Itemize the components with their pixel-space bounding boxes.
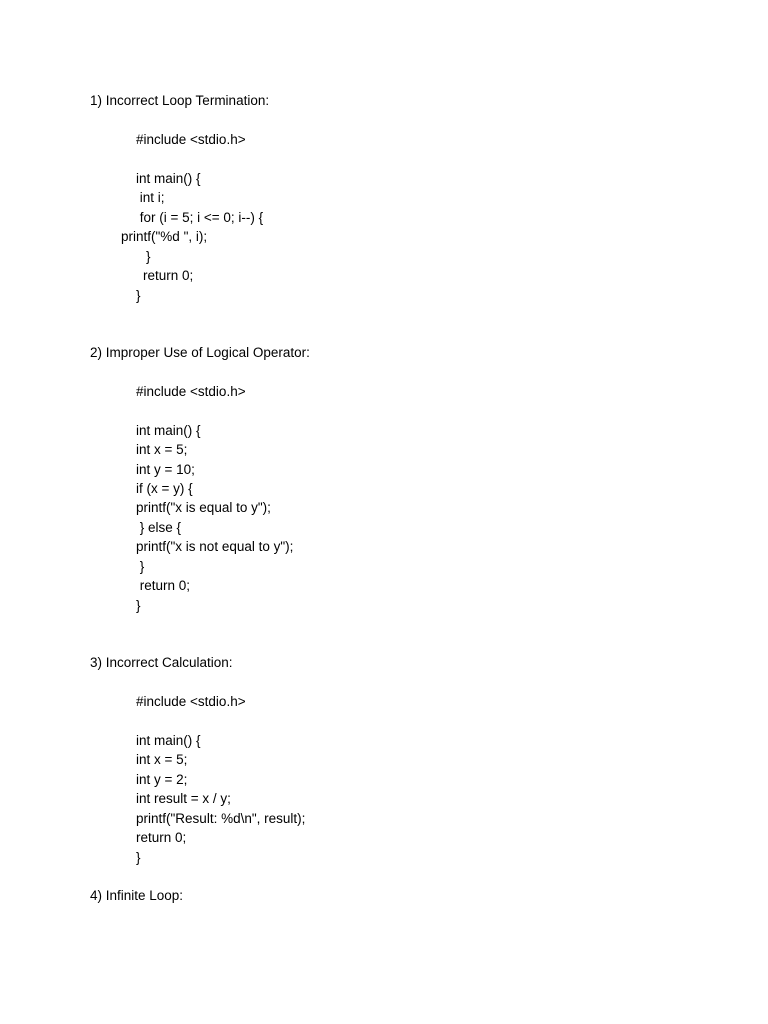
code-line: } (146, 249, 151, 264)
code-line: if (x = y) { (136, 481, 193, 496)
code-line: int y = 10; (136, 462, 195, 477)
code-line: int x = 5; (136, 442, 188, 457)
code-line: return 0; (136, 578, 191, 593)
code-line: } (136, 850, 141, 865)
code-line: } (136, 288, 141, 303)
code-line: } (136, 559, 145, 574)
section-1-heading: 1) Incorrect Loop Termination: (90, 93, 270, 108)
code-line: int main() { (136, 423, 201, 438)
code-line: return 0; (143, 268, 194, 283)
code-line: int x = 5; (136, 752, 188, 767)
code-line: printf("%d ", i); (121, 229, 208, 244)
code-line: printf("x is not equal to y"); (136, 539, 294, 554)
code-line: printf("x is equal to y"); (136, 500, 271, 515)
section-4-heading: 4) Infinite Loop: (90, 888, 184, 903)
code-line: int result = x / y; (136, 791, 231, 806)
code-line: } else { (136, 520, 182, 535)
code-line: int i; (136, 190, 165, 205)
code-line: int y = 2; (136, 772, 188, 787)
code-line: int main() { (136, 733, 201, 748)
code-line: } (136, 598, 141, 613)
section-2-heading: 2) Improper Use of Logical Operator: (90, 345, 310, 360)
code-line: #include <stdio.h> (136, 384, 246, 399)
section-3-heading: 3) Incorrect Calculation: (90, 655, 233, 670)
code-line: int main() { (136, 171, 201, 186)
code-line: printf("Result: %d\n", result); (136, 811, 306, 826)
code-line: return 0; (136, 830, 187, 845)
code-line: #include <stdio.h> (136, 694, 246, 709)
code-line: #include <stdio.h> (136, 132, 246, 147)
code-line: for (i = 5; i <= 0; i--) { (136, 210, 264, 225)
